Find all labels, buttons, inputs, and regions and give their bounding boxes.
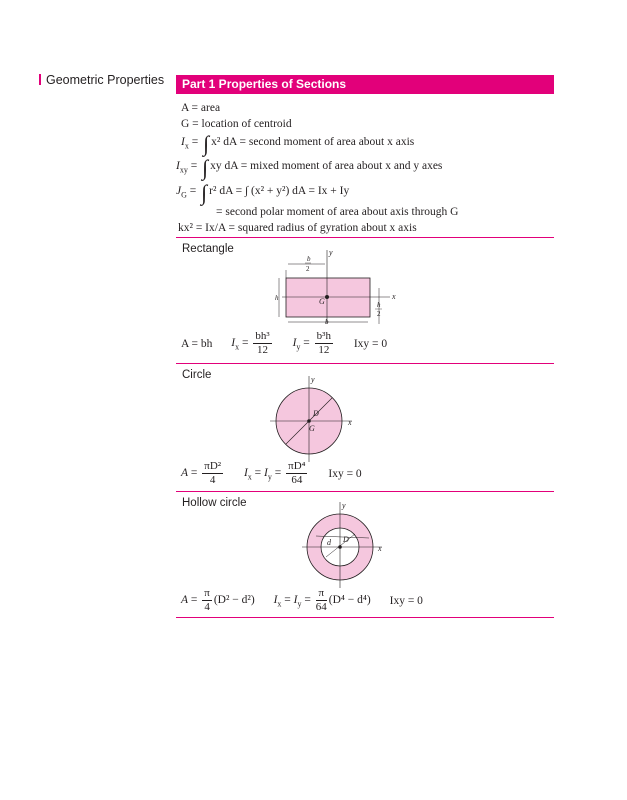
- half-h-den: 2: [377, 310, 381, 318]
- def-jg: $J_G$ = ∫ r² dA = ∫ (x² + y²) dA = Ix + Iy: [176, 180, 350, 205]
- circle-diagram: [268, 374, 368, 464]
- def-centroid: G = location of centroid: [181, 118, 292, 130]
- centroid-label: G: [319, 297, 325, 306]
- half-h-num: h: [377, 301, 381, 309]
- chapter-title: Geometric Properties: [39, 73, 164, 87]
- divider: [176, 237, 554, 238]
- hollow-circle-diagram: [300, 500, 390, 590]
- def-area: A = area: [181, 102, 221, 114]
- b-dimension: b: [325, 318, 329, 326]
- hollow-circle-formulas: A = $\frac{\pi}{4}$ (D² − d²) $I_x = I_y$ = $\frac{\pi}{64}$ (D⁴ − d⁴) Ixy = 0: [181, 587, 423, 613]
- divider: [176, 491, 554, 492]
- half-b-den: 2: [306, 265, 310, 273]
- circle-formulas: A = $\frac{\text{πD²}}{4}$ $I_x = I_y$ = $\frac{\text{πD⁴}}{64}$ Ixy = 0: [181, 460, 362, 486]
- y-axis-label: y: [329, 248, 333, 257]
- rectangle-diagram: [270, 248, 400, 330]
- svg-text:y: y: [342, 501, 346, 510]
- x-axis-label: x: [392, 292, 396, 301]
- h-dimension: h: [275, 294, 279, 302]
- svg-text:y: y: [311, 375, 315, 384]
- half-b-num: b: [307, 255, 311, 263]
- svg-text:d: d: [327, 538, 331, 547]
- section-title-hollow-circle: Hollow circle: [182, 497, 247, 509]
- svg-text:x: x: [378, 544, 382, 553]
- svg-text:x: x: [348, 418, 352, 427]
- divider: [176, 617, 554, 618]
- rectangle-formulas: A = bh $I_x$ = $\frac{\text{bh³}}{12}$ $I_y$ = $\frac{\text{b³h}}{12}$ Ixy = 0: [181, 330, 388, 356]
- def-kx: kx² = Ix/A = squared radius of gyration about x axis: [178, 222, 417, 234]
- svg-text:G: G: [309, 424, 315, 433]
- def-jg-desc: = second polar moment of area about axis through G: [216, 206, 459, 218]
- centroid-dot: [325, 295, 329, 299]
- svg-text:D: D: [343, 535, 349, 544]
- section-title-rectangle: Rectangle: [182, 243, 234, 255]
- def-ixy: $I_{xy}$ = ∫ xy dA = mixed moment of area about x and y axes: [176, 155, 443, 180]
- svg-text:D: D: [313, 409, 319, 418]
- section-title-circle: Circle: [182, 369, 212, 381]
- divider: [176, 363, 554, 364]
- def-ix: $I_x$ = ∫ x² dA = second moment of area about x axis: [181, 131, 415, 156]
- part-heading: Part 1 Properties of Sections: [176, 75, 554, 94]
